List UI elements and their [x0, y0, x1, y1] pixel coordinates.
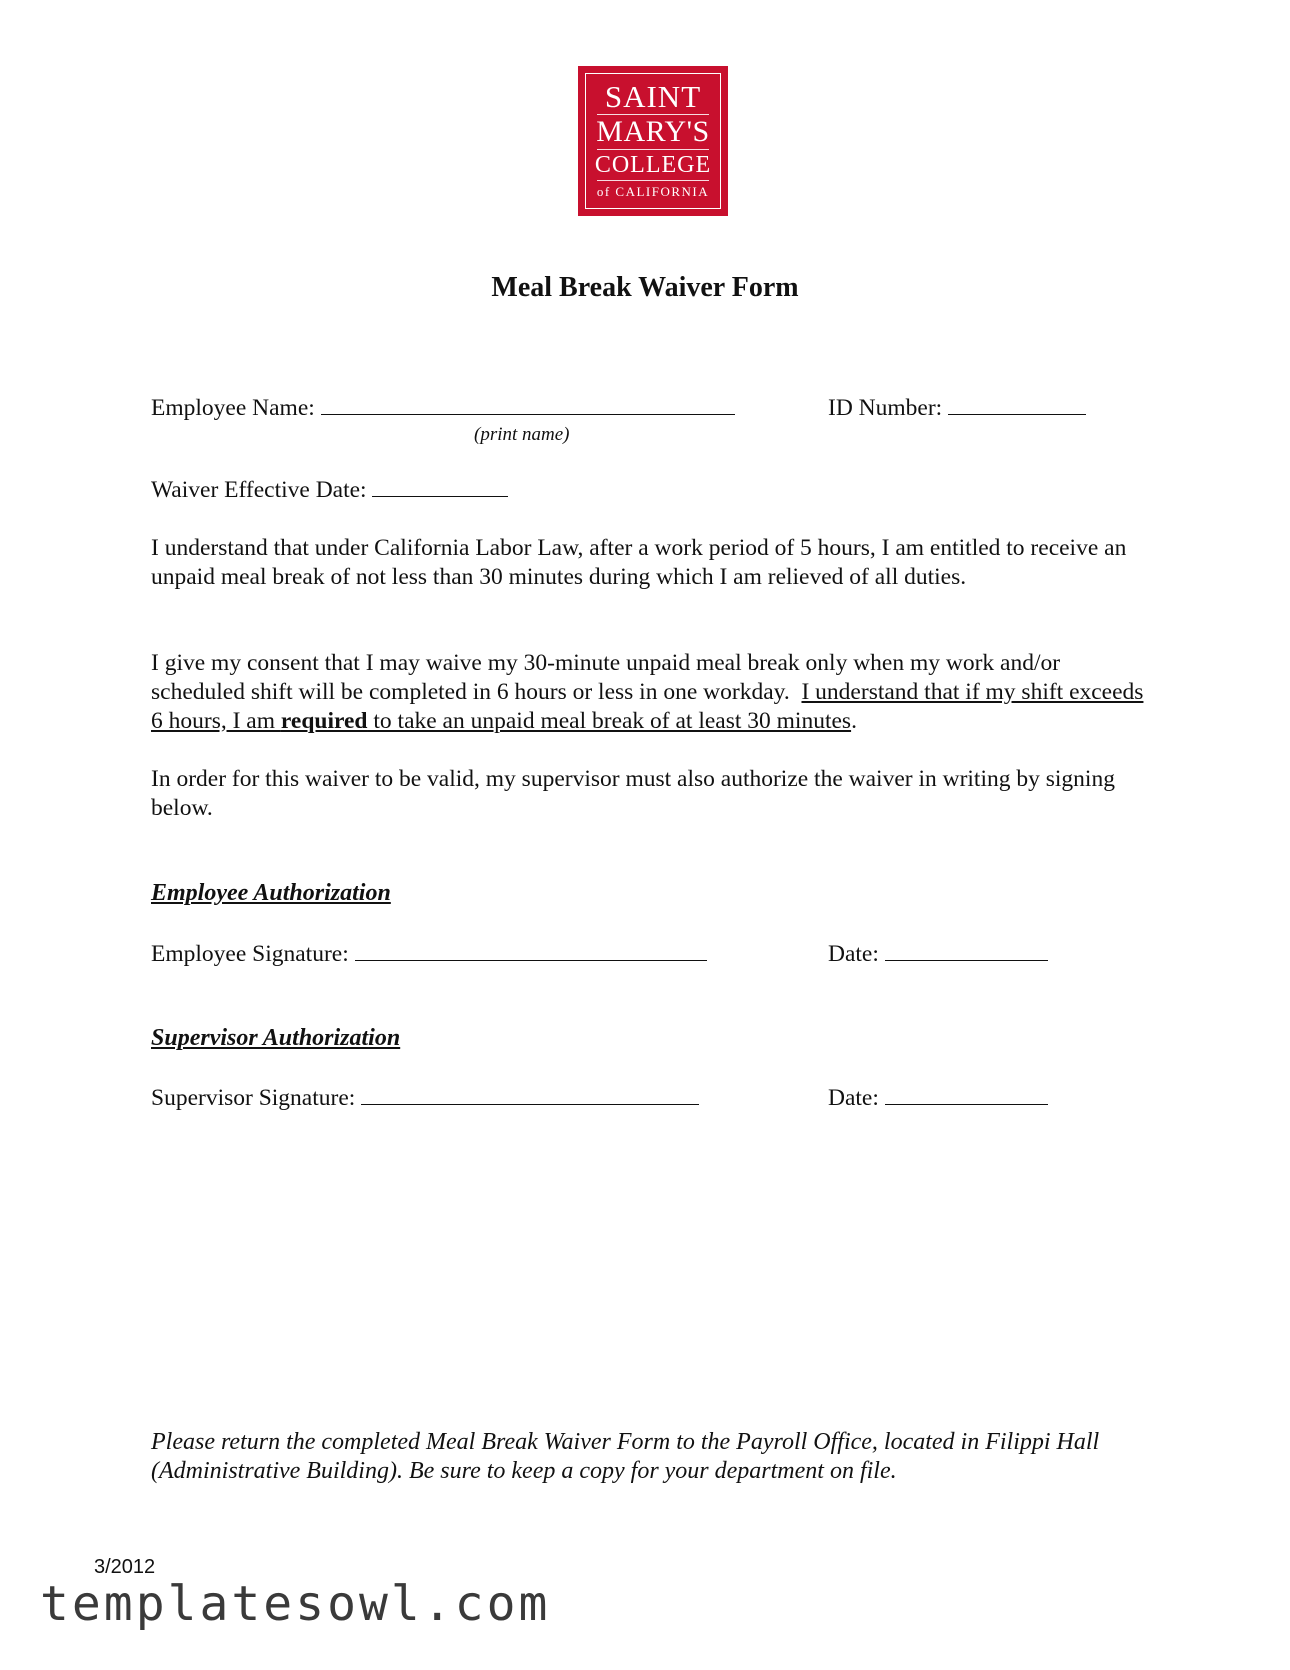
logo-rule — [597, 149, 709, 150]
page-title: Meal Break Waiver Form — [491, 272, 799, 303]
employee-signature-field[interactable] — [355, 938, 707, 961]
consent-required: required — [280, 708, 368, 734]
effective-date-field[interactable] — [372, 474, 508, 497]
paragraph-validity: In order for this waiver to be valid, my supervisor must also authorize the waiver in writing by signing below. — [151, 766, 1115, 821]
employee-signature-row — [151, 938, 707, 969]
id-number-row — [828, 392, 1086, 423]
supervisor-authorization-heading: Supervisor Authorization — [151, 1025, 401, 1051]
watermark-text: templatesowl.com — [40, 1576, 551, 1632]
supervisor-date-label: Date: — [828, 1085, 879, 1111]
id-number-field[interactable] — [948, 392, 1086, 415]
employee-authorization-heading: Employee Authorization — [151, 880, 391, 906]
supervisor-signature-label: Supervisor Signature: — [151, 1085, 356, 1111]
employee-name-label: Employee Name: — [151, 395, 315, 421]
logo-line-california: of CALIFORNIA — [596, 183, 710, 199]
id-number-label: ID Number: — [828, 395, 943, 421]
supervisor-date-row — [828, 1082, 1048, 1113]
supervisor-signature-field[interactable] — [361, 1082, 699, 1105]
logo-line-saint: SAINT — [604, 78, 702, 114]
revision-date: 3/2012 — [94, 1556, 156, 1578]
logo-rule — [597, 114, 709, 115]
paragraph-consent — [151, 649, 1146, 736]
consent-underlined-a: I understand that if my shift exceeds 6 hours, I am — [151, 679, 1144, 734]
employee-date-row — [828, 938, 1048, 969]
logo-line-marys: MARY'S — [596, 114, 710, 148]
consent-end: . — [851, 708, 857, 734]
supervisor-date-field[interactable] — [885, 1082, 1048, 1105]
paragraph-entitlement: I understand that under California Labor Law, after a work period of 5 hours, I am entitled to receive an unpaid meal break of not less than 30 minutes during which I am relieved of all duties. — [151, 535, 1127, 590]
college-logo — [578, 66, 728, 216]
supervisor-signature-row — [151, 1082, 699, 1113]
employee-name-row — [151, 392, 735, 423]
consent-underlined-b: to take an unpaid meal break of at least 30 minutes — [367, 708, 852, 734]
logo-line-college: COLLEGE — [594, 151, 712, 178]
employee-signature-label: Employee Signature: — [151, 941, 349, 967]
print-name-hint: (print name) — [474, 424, 570, 445]
employee-date-label: Date: — [828, 941, 879, 967]
employee-date-field[interactable] — [885, 938, 1048, 961]
logo-rule — [597, 180, 709, 181]
logo-frame — [585, 73, 721, 209]
effective-date-label: Waiver Effective Date: — [151, 477, 367, 503]
effective-date-row — [151, 474, 508, 505]
employee-name-field[interactable] — [321, 392, 735, 415]
consent-text: I give my consent that I may waive my 30-minute unpaid meal break only when my work and/or scheduled shift will be completed in 6 hours or less in one workday. — [151, 650, 1061, 705]
return-instructions: Please return the completed Meal Break Waiver Form to the Payroll Office, located in Filippi Hall (Administrative Building). Be sure to keep a copy for your department on file. — [151, 1429, 1100, 1484]
